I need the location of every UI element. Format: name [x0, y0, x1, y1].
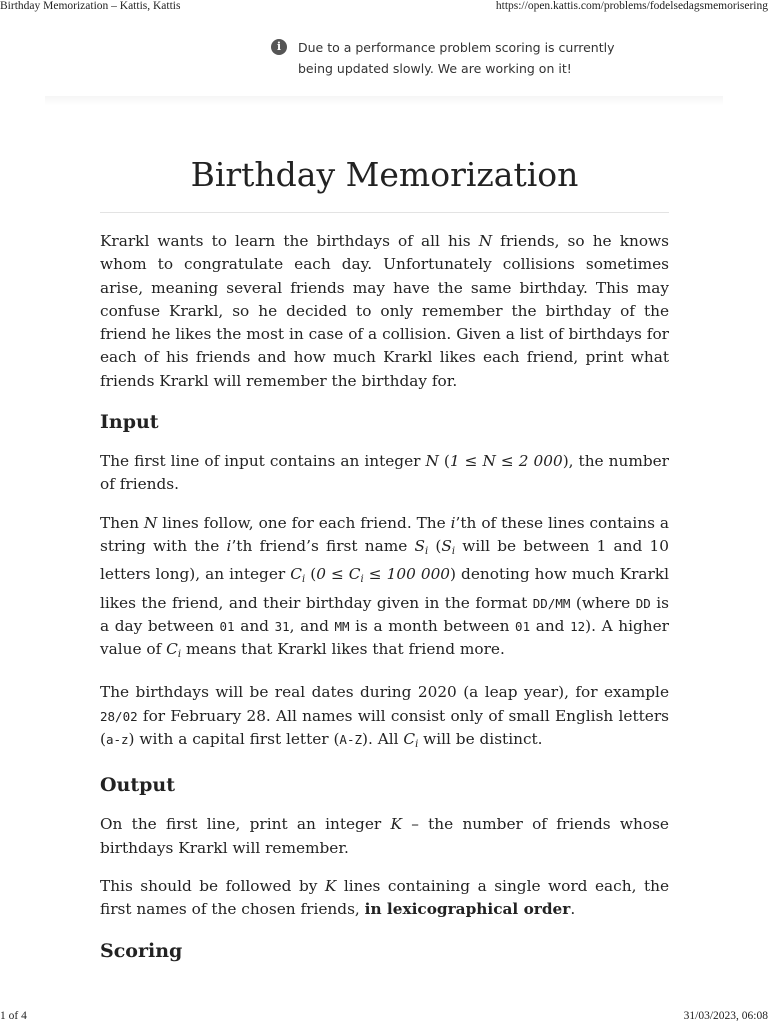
- text: and: [234, 616, 275, 635]
- text: ’th of these lines contains a string with the: [100, 513, 669, 555]
- text: ) with a capital first letter (: [128, 730, 340, 749]
- info-icon: i: [271, 39, 287, 55]
- text: lines follow, one for each friend. The: [157, 513, 451, 532]
- page-number: 1 of 4: [0, 1010, 27, 1022]
- code-12: 12: [570, 618, 586, 634]
- code-31: 31: [274, 618, 290, 634]
- intro-paragraph: [100, 230, 669, 393]
- text: means that Krarkl likes that friend more.: [181, 640, 505, 659]
- math-S: S: [414, 536, 425, 555]
- math-bound: ≤ 100 000: [363, 565, 451, 584]
- text: The birthdays will be real dates during 2020 (a leap year), for example: [100, 683, 669, 702]
- text: The first line of input contains an integer: [100, 452, 426, 471]
- print-header: [0, 0, 768, 16]
- text: letters long), an integer: [100, 565, 291, 584]
- math-bound: 0 ≤ C: [316, 565, 361, 584]
- math-bound: 1 ≤ N ≤ 2 000: [449, 452, 563, 471]
- math-C: C: [403, 730, 416, 749]
- code-AZ: A-Z: [339, 732, 362, 748]
- code-01: 01: [515, 618, 531, 634]
- code-01: 01: [219, 618, 235, 634]
- code-example: 28/02: [100, 708, 138, 724]
- text: Krarkl wants to learn the birthdays of all his: [100, 232, 479, 250]
- math-N: N: [143, 513, 158, 532]
- text: will be between: [455, 536, 597, 555]
- code-format: DD/MM: [532, 595, 571, 611]
- text: lines containing a single word each, the first names of the chosen friends,: [100, 876, 669, 919]
- code-mm: MM: [334, 618, 350, 634]
- problem-statement: [100, 150, 669, 964]
- code-dd: DD: [635, 595, 651, 611]
- notice-text: Due to a performance problem scoring is currently being updated slowly. We are working on it!: [298, 40, 615, 76]
- math-N: N: [425, 452, 439, 471]
- math-C: C: [290, 565, 302, 584]
- math-number: 10: [649, 536, 669, 555]
- math-subscript: i: [451, 545, 456, 557]
- text: On the first line, print an integer: [100, 815, 391, 834]
- notice-banner: [271, 37, 651, 79]
- text: friends, so he knows whom to congratulate each day. Unfortunately collisions sometimes arise, meaning several friends may have the same birthday. This may confuse Krarkl, so he decided to only remember the birthday of the friend he likes the most in case of a collision. Given a list of birthdays for each of his friends and how much Krarkl likes each friend, print what friends Krarkl will remember the birthday for.: [100, 232, 669, 390]
- math-number: 1: [596, 536, 607, 555]
- text: (: [305, 565, 317, 584]
- math-i: i: [450, 513, 456, 532]
- math-S: S: [441, 536, 452, 555]
- math-subscript: i: [177, 649, 182, 661]
- math-C: C: [166, 640, 178, 659]
- text: ’th friend’s first name: [231, 536, 415, 555]
- text: ). All: [362, 730, 404, 749]
- text: and: [606, 536, 650, 555]
- text: and: [530, 616, 571, 635]
- text: is a day between: [100, 593, 669, 635]
- text: (: [438, 452, 450, 471]
- text: – the number of friends whose birthdays Krarkl will remember.: [100, 815, 669, 857]
- title-divider: [100, 212, 669, 213]
- text: ) denoting how much Krarkl likes the friend, and their birthday given in the format: [100, 565, 669, 612]
- text: for February 28. All names will consist only of small English letters (: [100, 706, 669, 749]
- math-subscript: i: [415, 739, 419, 751]
- print-header-url: https://open.kattis.com/problems/fodelsedagsmemorisering: [495, 0, 768, 12]
- print-header-title: Birthday Memorization – Kattis, Kattis: [0, 0, 181, 12]
- problem-title: Birthday Memorization: [190, 155, 579, 194]
- bold-text: in lexicographical order: [364, 900, 571, 919]
- output-paragraph-1: [100, 813, 669, 860]
- math-subscript: i: [424, 545, 429, 557]
- input-paragraph-1: [100, 450, 669, 497]
- content-card-top-edge: [45, 96, 723, 106]
- math-subscript: i: [301, 574, 306, 586]
- math-i: i: [226, 536, 232, 555]
- text: is a month between: [349, 616, 516, 635]
- output-paragraph-2: [100, 875, 669, 922]
- text: (: [428, 536, 442, 555]
- text: ), the number of friends.: [100, 452, 669, 494]
- scoring-heading: Scoring: [100, 939, 183, 962]
- math-N: N: [478, 232, 493, 250]
- math-K: K: [324, 876, 337, 895]
- text: ). A higher value of: [100, 616, 669, 659]
- math-K: K: [390, 815, 402, 834]
- text: (where: [570, 593, 636, 612]
- input-paragraph-3: [100, 681, 669, 756]
- input-heading: Input: [100, 411, 159, 434]
- input-paragraph-2: [100, 512, 669, 667]
- print-footer: [0, 1008, 768, 1024]
- text: , and: [289, 616, 335, 635]
- text: Then: [100, 513, 144, 532]
- text: This should be followed by: [100, 876, 325, 895]
- print-timestamp: 31/03/2023, 06:08: [683, 1010, 768, 1022]
- text: .: [570, 900, 576, 919]
- math-subscript: i: [360, 574, 364, 586]
- output-heading: Output: [100, 774, 176, 797]
- code-az: a-z: [105, 732, 129, 748]
- text: will be distinct.: [418, 730, 543, 749]
